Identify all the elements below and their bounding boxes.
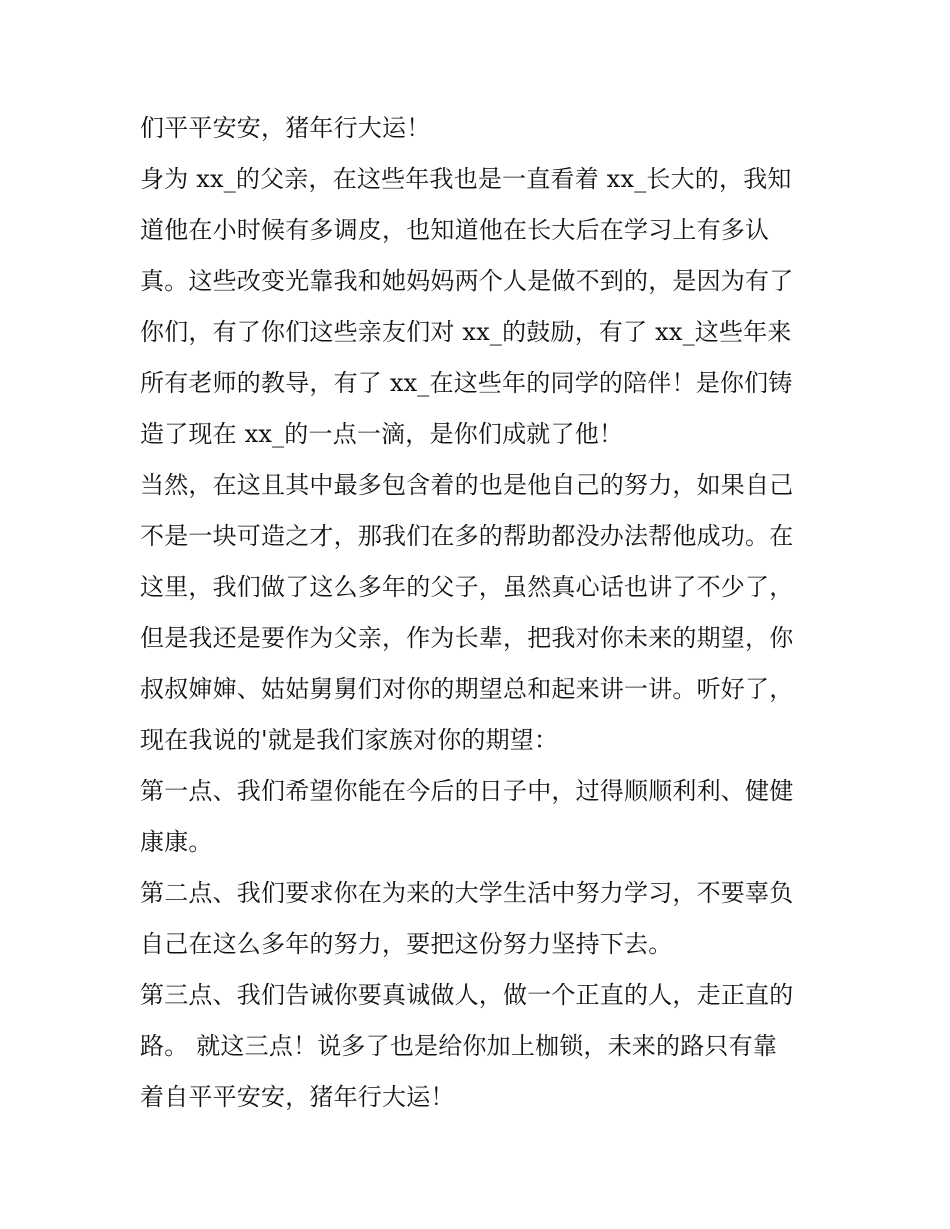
text-line-6: 所有老师的教导，有了 xx_在这些年的同学的陪伴！是你们铸: [140, 369, 793, 397]
text-line-9: 不是一块可造之才，那我们在多的帮助都没办法帮他成功。在: [140, 522, 794, 550]
text-line-4: 真。这些改变光靠我和她妈妈两个人是做不到的，是因为有了: [140, 267, 794, 295]
text-line-20: 着自平平安安，猪年行大运！: [140, 1083, 455, 1111]
text-line-3: 道他在小时候有多调皮，也知道他在长大后在学习上有多认: [140, 216, 770, 244]
text-line-12: 叔叔婶婶、姑姑舅舅们对你的期望总和起来讲一讲。听好了，: [140, 675, 794, 703]
text-line-17: 自己在这么多年的努力，要把这份努力坚持下去。: [140, 930, 673, 958]
text-line-8: 当然，在这且其中最多包含着的也是他自己的努力，如果自己: [140, 471, 794, 499]
text-line-10: 这里，我们做了这么多年的父子，虽然真心话也讲了不少了，: [140, 573, 794, 601]
text-line-16: 第二点、我们要求你在为来的大学生活中努力学习，不要辜负: [140, 879, 794, 907]
text-line-13: 现在我说的'就是我们家族对你的期望：: [140, 726, 559, 754]
text-line-18: 第三点、我们告诫你要真诚做人，做一个正直的人，走正直的: [140, 981, 794, 1009]
text-line-15: 康康。: [140, 828, 213, 856]
document-body: [140, 103, 820, 1123]
text-line-2: 身为 xx_的父亲，在这些年我也是一直看着 xx_长大的，我知: [140, 165, 792, 193]
text-line-1: 们平平安安，猪年行大运！: [140, 114, 431, 142]
text-line-7: 造了现在 xx_的一点一滴，是你们成就了他！: [140, 420, 624, 448]
text-line-14: 第一点、我们希望你能在今后的日子中，过得顺顺利利、健健: [140, 777, 794, 805]
text-line-19: 路。 就这三点！说多了也是给你加上枷锁，未来的路只有靠: [140, 1032, 778, 1060]
text-line-11: 但是我还是要作为父亲，作为长辈，把我对你未来的期望，你: [140, 624, 794, 652]
text-line-5: 你们，有了你们这些亲友们对 xx_的鼓励，有了 xx_这些年来: [140, 318, 792, 346]
